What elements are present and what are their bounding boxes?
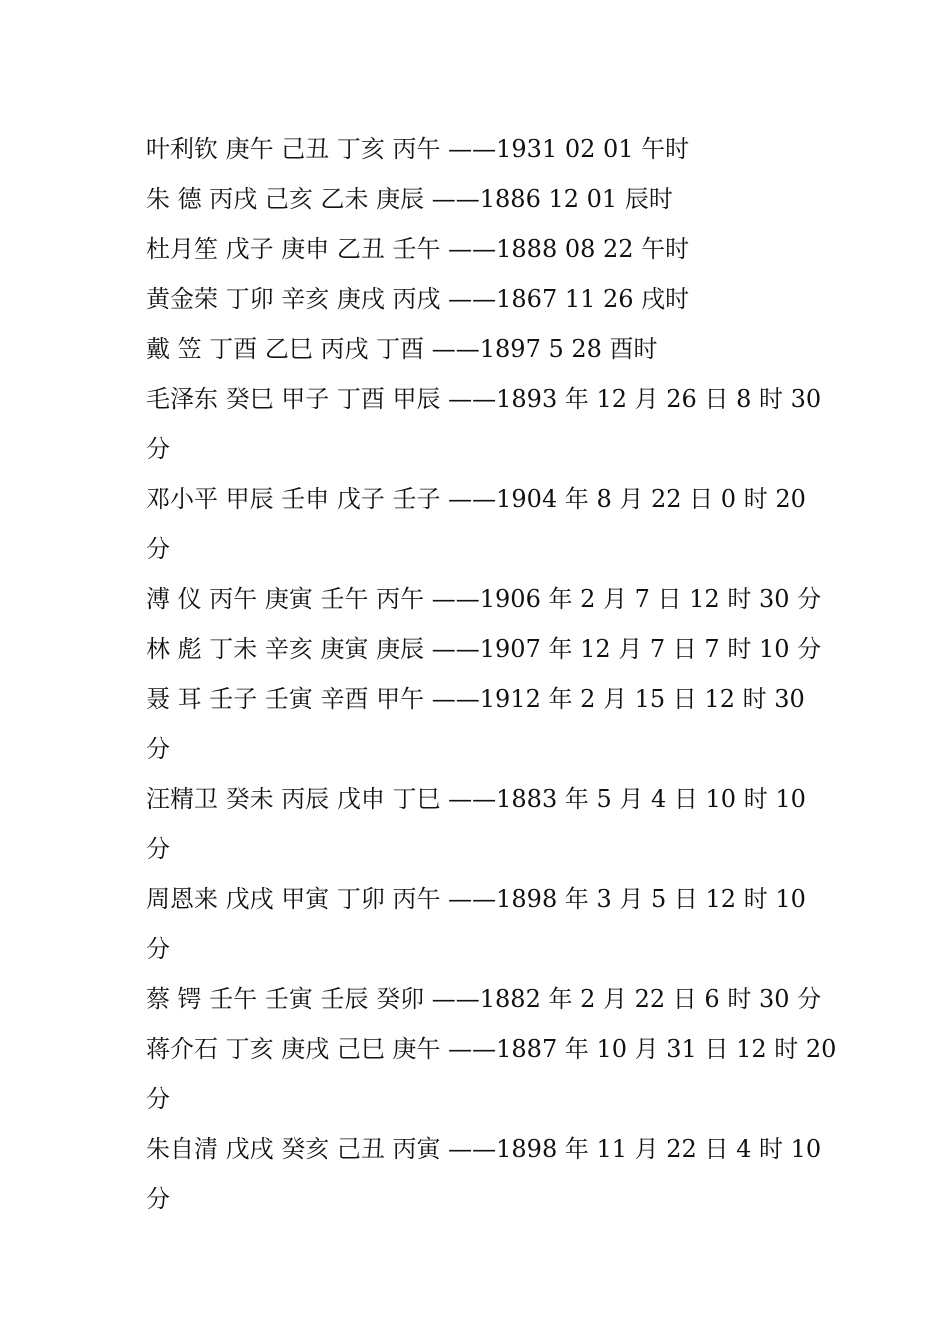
text-line: 分 [146,535,170,563]
text-line: 溥 仪 丙午 庚寅 壬午 丙午 ——1906 年 2 月 7 日 12 时 30 分 [146,585,822,613]
text-line: 蒋介石 丁亥 庚戌 己巳 庚午 ——1887 年 10 月 31 日 12 时 20 [146,1035,837,1063]
text-line: 蔡 锷 壬午 壬寅 壬辰 癸卯 ——1882 年 2 月 22 日 6 时 30 分 [146,985,822,1013]
text-line: 汪精卫 癸未 丙辰 戊申 丁巳 ——1883 年 5 月 4 日 10 时 10 [146,785,806,813]
text-line: 分 [146,835,170,863]
text-line: 分 [146,1085,170,1113]
text-line: 毛泽东 癸巳 甲子 丁酉 甲辰 ——1893 年 12 月 26 日 8 时 30 [146,385,822,413]
text-body [146,124,837,1224]
text-line: 聂 耳 壬子 壬寅 辛酉 甲午 ——1912 年 2 月 15 日 12 时 30 [146,685,805,713]
text-line: 林 彪 丁未 辛亥 庚寅 庚辰 ——1907 年 12 月 7 日 7 时 10 分 [146,635,822,663]
text-line: 分 [146,1185,170,1213]
text-line: 朱 德 丙戌 己亥 乙未 庚辰 ——1886 12 01 辰时 [146,185,673,213]
text-line: 戴 笠 丁酉 乙巳 丙戌 丁酉 ——1897 5 28 酉时 [146,335,658,363]
text-line: 邓小平 甲辰 壬申 戊子 壬子 ——1904 年 8 月 22 日 0 时 20 [146,485,806,513]
text-line: 朱自清 戊戌 癸亥 己丑 丙寅 ——1898 年 11 月 22 日 4 时 10 [146,1135,822,1163]
text-line: 叶利钦 庚午 己丑 丁亥 丙午 ——1931 02 01 午时 [146,135,690,163]
text-line: 杜月笙 戊子 庚申 乙丑 壬午 ——1888 08 22 午时 [146,235,690,263]
text-line: 分 [146,935,170,963]
text-line: 周恩来 戊戌 甲寅 丁卯 丙午 ——1898 年 3 月 5 日 12 时 10 [146,885,806,913]
text-line: 黄金荣 丁卯 辛亥 庚戌 丙戌 ——1867 11 26 戌时 [146,285,690,313]
text-line: 分 [146,435,170,463]
text-line: 分 [146,735,170,763]
